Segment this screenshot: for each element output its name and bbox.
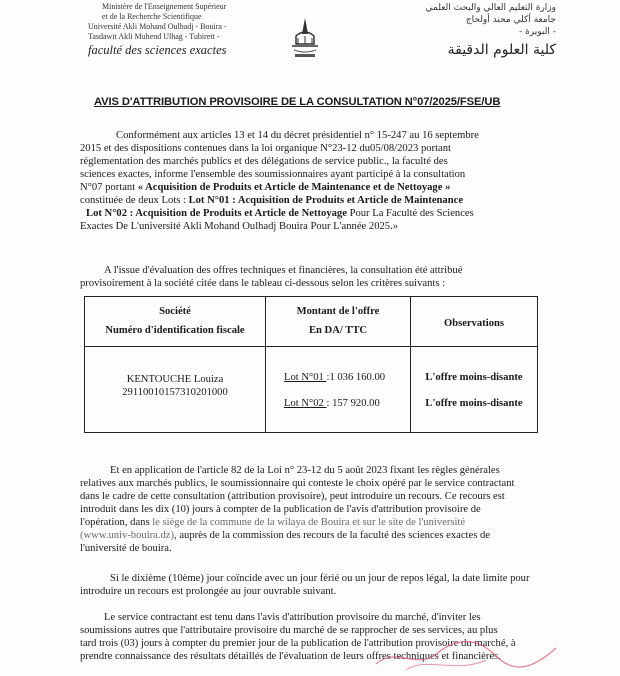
header-right-block bbox=[356, 2, 556, 58]
intro-text: N°07 portant bbox=[80, 182, 138, 193]
tax-id-number: 29110010157310201000 bbox=[122, 387, 228, 398]
lot-02-description: Lot N°02 : Acquisition de Produits et Article de Nettoyage bbox=[86, 208, 347, 219]
attribution-table bbox=[84, 296, 538, 433]
intro-line bbox=[80, 207, 542, 220]
observation-lot-02: L'offre moins-disante bbox=[425, 398, 523, 409]
service-line: Le service contractant est tenu dans l'avis d'attribution provisoire du marché, d'inviter les bbox=[104, 612, 481, 623]
header-label: Société bbox=[159, 306, 191, 317]
intro-line bbox=[80, 194, 542, 207]
header-left-line: Ministère de l'Enseignement Supérieur bbox=[102, 2, 227, 11]
service-line: tard trois (03) jours à compter du premier jour de la publication de l'attribution provisoire du marché, à bbox=[80, 638, 516, 649]
recours-line: relatives aux marchés publics, le soumissionnaire qui conteste le choix opéré par le service contractant bbox=[80, 478, 515, 489]
header-right-line: وزارة التعليم العالي والبحث العلمي bbox=[425, 3, 556, 13]
lot-label: Lot N°02 bbox=[284, 398, 327, 409]
header-right-line: جامعة أكلي محند أولحاج bbox=[465, 15, 556, 25]
observation-lot-01: L'offre moins-disante bbox=[425, 372, 523, 383]
intro-line: sciences exactes, informe l'ensemble des soumissionnaires ayant participé à la consultation bbox=[80, 169, 466, 180]
recours-line: introduit dans les dix (10) jours à compter de la publication de l'avis d'attribution provisoire de bbox=[80, 504, 481, 515]
service-line: prendre connaissance des résultats détaillés de l'évaluation de leurs offres techniques et financières. bbox=[80, 651, 501, 662]
intro-text: constituée de deux Lots : bbox=[80, 195, 189, 206]
dixieme-line: Si le dixième (10ème) jour coïncide avec un jour férié ou un jour de repos légal, la date limite pour bbox=[110, 573, 530, 584]
intro-line: réglementation des marchés publics et des délégations de service public., la faculté des bbox=[80, 156, 448, 167]
recours-line: l'université de bouira. bbox=[80, 543, 172, 554]
intro-line: Conformément aux articles 13 et 14 du décret présidentiel n° 15-247 au 16 septembre bbox=[116, 130, 479, 141]
header-montant bbox=[266, 297, 411, 347]
recours-line: dans le cadre de cette consultation (attribution provisoire), peut introduire un recours. Ce recours est bbox=[80, 491, 505, 502]
consultation-object: « Acquisition de Produits et Article de Maintenance et de Nettoyage » bbox=[137, 182, 451, 193]
intro-paragraph bbox=[80, 129, 542, 233]
amount-value: :1 036 160.00 bbox=[326, 372, 386, 383]
amount-value: : 157 920.00 bbox=[326, 398, 380, 409]
header-left-line: Université Akli Mohand Oulhadj - Bouira - bbox=[88, 22, 227, 31]
recours-text: l'opération, dans bbox=[80, 517, 153, 528]
lot-02-amount bbox=[284, 391, 409, 417]
header-faculty-fr: faculté des sciences exactes bbox=[88, 43, 227, 57]
lot-01-description: Lot N°01 : Acquisition de Produits et Article de Maintenance bbox=[188, 195, 464, 206]
header-label: En DA/ TTC bbox=[308, 325, 368, 336]
document-title: AVIS D'ATTRIBUTION PROVISOIRE DE LA CONSULTATION N°07/2025/FSE/UB bbox=[94, 96, 501, 108]
cell-observations bbox=[411, 347, 538, 433]
header-left-line: Tasdawit Akli Muhend Ulhag - Tubirett - bbox=[88, 32, 220, 41]
header-left-block bbox=[88, 2, 288, 58]
cell-societe bbox=[85, 347, 266, 433]
header-label: Observations bbox=[443, 318, 505, 329]
recours-location: le siège de la commune de la wilaya de Bouira et sur le site de l'université bbox=[152, 517, 466, 528]
evaluation-line: provisoirement à la société citée dans le tableau ci-dessous selon les critères suivants : bbox=[80, 278, 446, 289]
cell-montant bbox=[266, 347, 411, 433]
table-header-row bbox=[85, 297, 538, 347]
lot-01-amount bbox=[284, 365, 409, 391]
header-label: Montant de l'offre bbox=[296, 306, 380, 317]
evaluation-paragraph bbox=[80, 264, 542, 290]
dixieme-paragraph bbox=[80, 572, 542, 598]
header-observations bbox=[411, 297, 538, 347]
intro-line bbox=[80, 181, 542, 194]
intro-line: 2015 et des dispositions contenues dans la loi organique N°23-12 du05/08/2023 portant bbox=[80, 143, 451, 154]
header-left-line: et de la Recherche Scientifique bbox=[102, 12, 202, 21]
recours-line bbox=[80, 529, 542, 542]
recours-paragraph bbox=[80, 464, 542, 555]
lot-label: Lot N°01 bbox=[284, 372, 327, 383]
intro-line: Exactes De L'université Akli Mohand Oulhadj Bouira Pour L'année 2025.» bbox=[80, 221, 399, 232]
university-logo-icon bbox=[286, 14, 324, 62]
table-row bbox=[85, 347, 538, 433]
header-faculty-ar: كلية العلوم الدقيقة bbox=[447, 42, 556, 58]
dixieme-line: introduire un recours est prolongée au jour ouvrable suivant. bbox=[80, 586, 337, 597]
service-line: soumissions autres que l'attributaire provisoire du marché de se rapprocher de ses services, au plus bbox=[80, 625, 498, 636]
company-name: KENTOUCHE Louiza bbox=[126, 374, 224, 385]
university-website-link[interactable]: (www.univ-bouira.dz) bbox=[80, 530, 175, 541]
recours-line: Et en application de l'article 82 de la Loi n° 23-12 du 5 août 2023 fixant les règles générales bbox=[110, 465, 500, 476]
signature-icon bbox=[366, 626, 566, 676]
header-right-line: - البويرة - bbox=[518, 27, 556, 37]
header-societe bbox=[85, 297, 266, 347]
evaluation-line: A l'issue d'évaluation des offres techniques et financières, la consultation été attribué bbox=[104, 265, 463, 276]
recours-line bbox=[80, 516, 542, 529]
intro-text: Pour La Faculté des Sciences bbox=[346, 208, 474, 219]
header-label: Numéro d'identification fiscale bbox=[105, 325, 245, 336]
recours-text: , auprès de la commission des recours de la faculté des sciences exactes de bbox=[174, 530, 490, 541]
